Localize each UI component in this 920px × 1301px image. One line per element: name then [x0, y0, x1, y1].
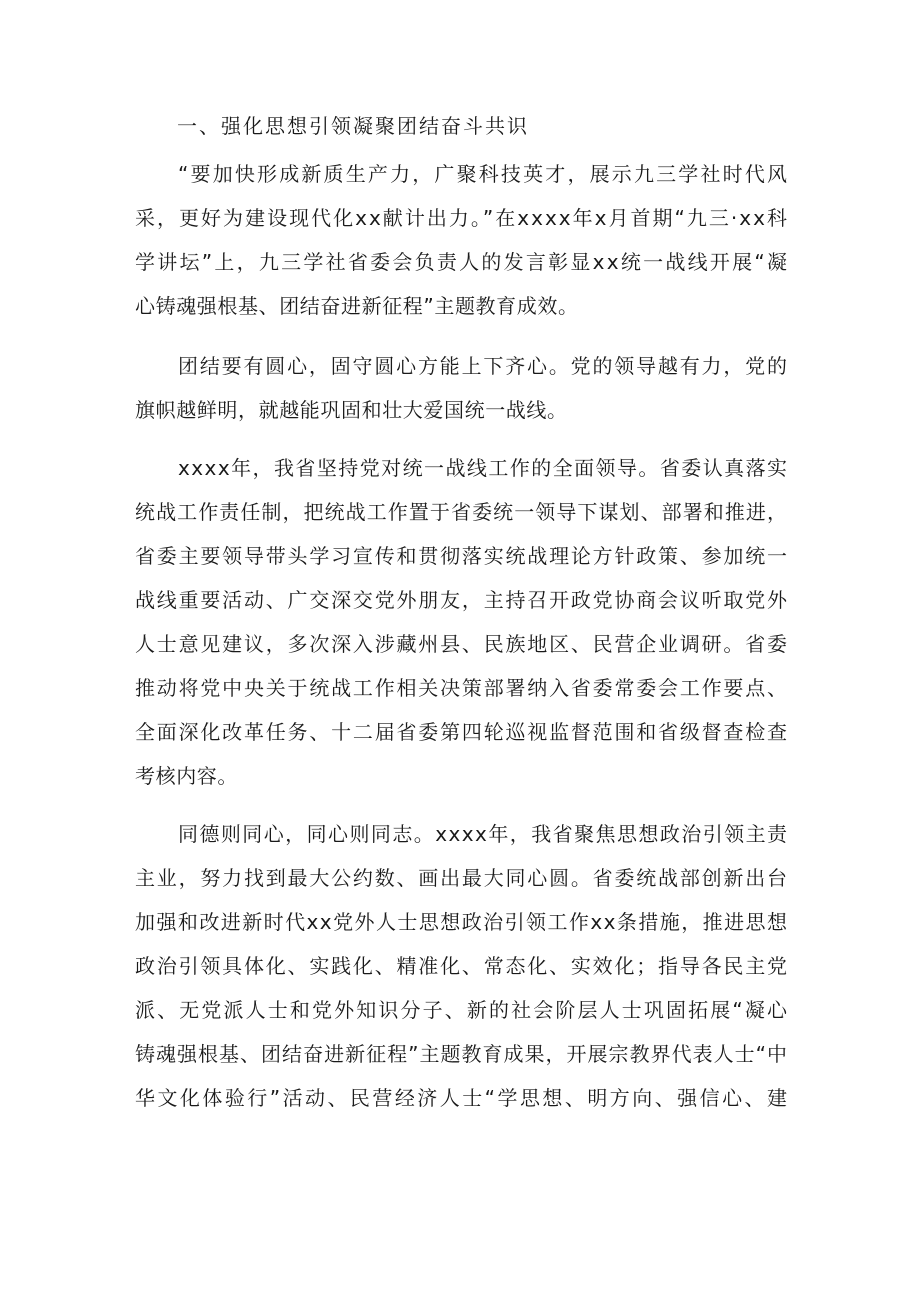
paragraph-line: [0, 670, 920, 706]
paragraph-line: [0, 582, 920, 618]
paragraph-line: [0, 348, 920, 384]
paragraph-line: [0, 244, 920, 280]
line-text: 推动将党中央关于统战工作相关决策部署纳入省委常委会工作要点、: [135, 676, 789, 700]
line-text: 战线重要活动、广交深交党外朋友，主持召开政党协商会议听取党外: [135, 588, 789, 612]
paragraph-line: [0, 1080, 920, 1116]
paragraph-line: [0, 1036, 920, 1072]
line-text: 统战工作责任制，把统战工作置于省委统一领导下谋划、部署和推进，: [135, 500, 789, 524]
paragraph-line: [0, 860, 920, 896]
section-heading: 一、强化思想引领凝聚团结奋斗共识: [177, 114, 529, 138]
line-text: 全面深化改革任务、十二届省委第四轮巡视监督范围和省级督查检查: [135, 720, 789, 744]
paragraph-line: [0, 156, 920, 192]
paragraph-line: [0, 904, 920, 940]
line-text: 旗帜越鲜明，就越能巩固和壮大爱国统一战线。: [135, 398, 568, 422]
line-text: 华文化体验行”活动、民营经济人士“学思想、明方向、强信心、建: [135, 1086, 790, 1110]
line-text: 政治引领具体化、实践化、精准化、常态化、实效化；指导各民主党: [135, 954, 789, 978]
paragraph-line: [0, 450, 920, 486]
line-text: 加强和改进新时代xx党外人士思想政治引领工作xx条措施，推进思想: [135, 910, 789, 934]
paragraph-line: [0, 200, 920, 236]
line-text: 人士意见建议，多次深入涉藏州县、民族地区、民营企业调研。省委: [135, 632, 789, 656]
line-text: “要加快形成新质生产力，广聚科技英才，展示九三学社时代风: [178, 162, 790, 186]
paragraph-line: [0, 288, 920, 324]
paragraph-line: [0, 992, 920, 1028]
line-text: 省委主要领导带头学习宣传和贯彻落实统战理论方针政策、参加统一: [135, 544, 789, 568]
line-text: 铸魂强根基、团结奋进新征程”主题教育成果，开展宗教界代表人士“中: [135, 1042, 788, 1066]
paragraph-line: [0, 714, 920, 750]
paragraph-line: [0, 758, 920, 794]
line-text: 心铸魂强根基、团结奋进新征程”主题教育成效。: [135, 294, 579, 318]
line-text: xxxx年，我省坚持党对统一战线工作的全面领导。省委认真落实: [178, 456, 789, 480]
paragraph-line: [0, 816, 920, 852]
line-text: 考核内容。: [135, 764, 238, 788]
line-text: 同德则同心，同心则同志。xxxx年，我省聚焦思想政治引领主责: [178, 822, 789, 846]
line-text: 主业，努力找到最大公约数、画出最大同心圆。省委统战部创新出台: [135, 866, 789, 890]
line-text: 团结要有圆心，固守圆心方能上下齐心。党的领导越有力，党的: [178, 354, 789, 378]
paragraph-line: [0, 538, 920, 574]
line-text: 学讲坛”上，九三学社省委会负责人的发言彰显xx统一战线开展“凝: [135, 250, 790, 274]
line-text: 派、无党派人士和党外知识分子、新的社会阶层人士巩固拓展“凝心: [135, 998, 790, 1022]
paragraph-line: [0, 494, 920, 530]
paragraph-line: [0, 392, 920, 428]
line-text: 采，更好为建设现代化xx献计出力。”在xxxx年x月首期“九三·xx科: [135, 206, 790, 230]
paragraph-line: [0, 948, 920, 984]
paragraph-line: [0, 626, 920, 662]
